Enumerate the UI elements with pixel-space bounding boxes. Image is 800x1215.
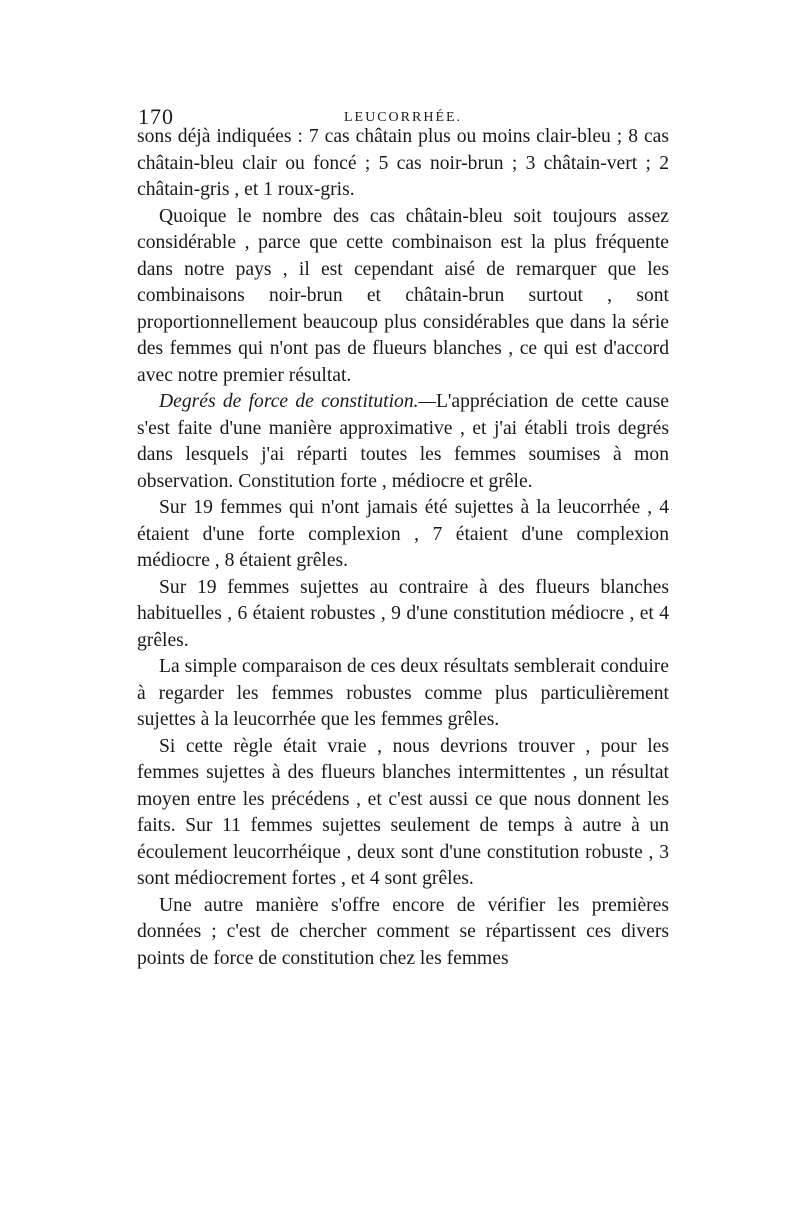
running-title: LEUCORRHÉE. (344, 110, 463, 125)
body-text (137, 124, 669, 972)
section-heading: Degrés de force de constitution.— (159, 391, 436, 412)
paragraph-6: La simple comparaison de ces deux résultats semblerait conduire à regarder les femmes robustes comme plus particulièrement sujettes à la leucorrhée que les femmes grêles. (137, 656, 669, 730)
paragraph-7: Si cette règle était vraie , nous devrions trouver , pour les femmes sujettes à des flueurs blanches intermittentes , un résultat moyen entre les précédens , et c'est aussi ce que nous donnent les faits. Sur 11 femmes sujettes seulement de temps à autre à un écoulement leucorrhéique , deux sont d'une constitution robuste , 3 sont médiocrement fortes , et 4 sont grêles. (137, 735, 669, 889)
paragraph-3-text: L'appréciation de cette cause s'est faite d'une manière approximative , et j'ai établi trois degrés dans lesquels j'ai réparti toutes les femmes soumises à mon observation. Constitution forte , médiocre et grêle. (137, 391, 669, 492)
paragraph-2: Quoique le nombre des cas châtain-bleu soit toujours assez considérable , parce que cette combinaison est la plus fréquente dans notre pays , il est cependant aisé de remarquer que les combinaisons noir-brun et châtain-brun surtout , sont proportionnellement beaucoup plus considérables que dans la série des femmes qui n'ont pas de flueurs blanches , ce qui est d'accord avec notre premier résultat. (137, 205, 669, 386)
page-number: 170 (138, 104, 174, 129)
paragraph-5: Sur 19 femmes sujettes au contraire à des flueurs blanches habituelles , 6 étaient robustes , 9 d'une constitution médiocre , et 4 grêles. (137, 576, 669, 651)
paragraph-3 (137, 389, 669, 495)
paragraph-8: Une autre manière s'offre encore de vérifier les premières données ; c'est de chercher comment se répartissent ces divers points de force de constitution chez les femmes (137, 894, 669, 969)
paragraph-4: Sur 19 femmes qui n'ont jamais été sujettes à la leucorrhée , 4 étaient d'une forte complexion , 7 étaient d'une complexion médiocre , 8 étaient grêles. (137, 497, 669, 571)
paragraph-1: sons déjà indiquées : 7 cas châtain plus ou moins clair-bleu ; 8 cas châtain-bleu clair ou foncé ; 5 cas noir-brun ; 3 châtain-vert ; 2 châtain-gris , et 1 roux-gris. (137, 126, 669, 200)
